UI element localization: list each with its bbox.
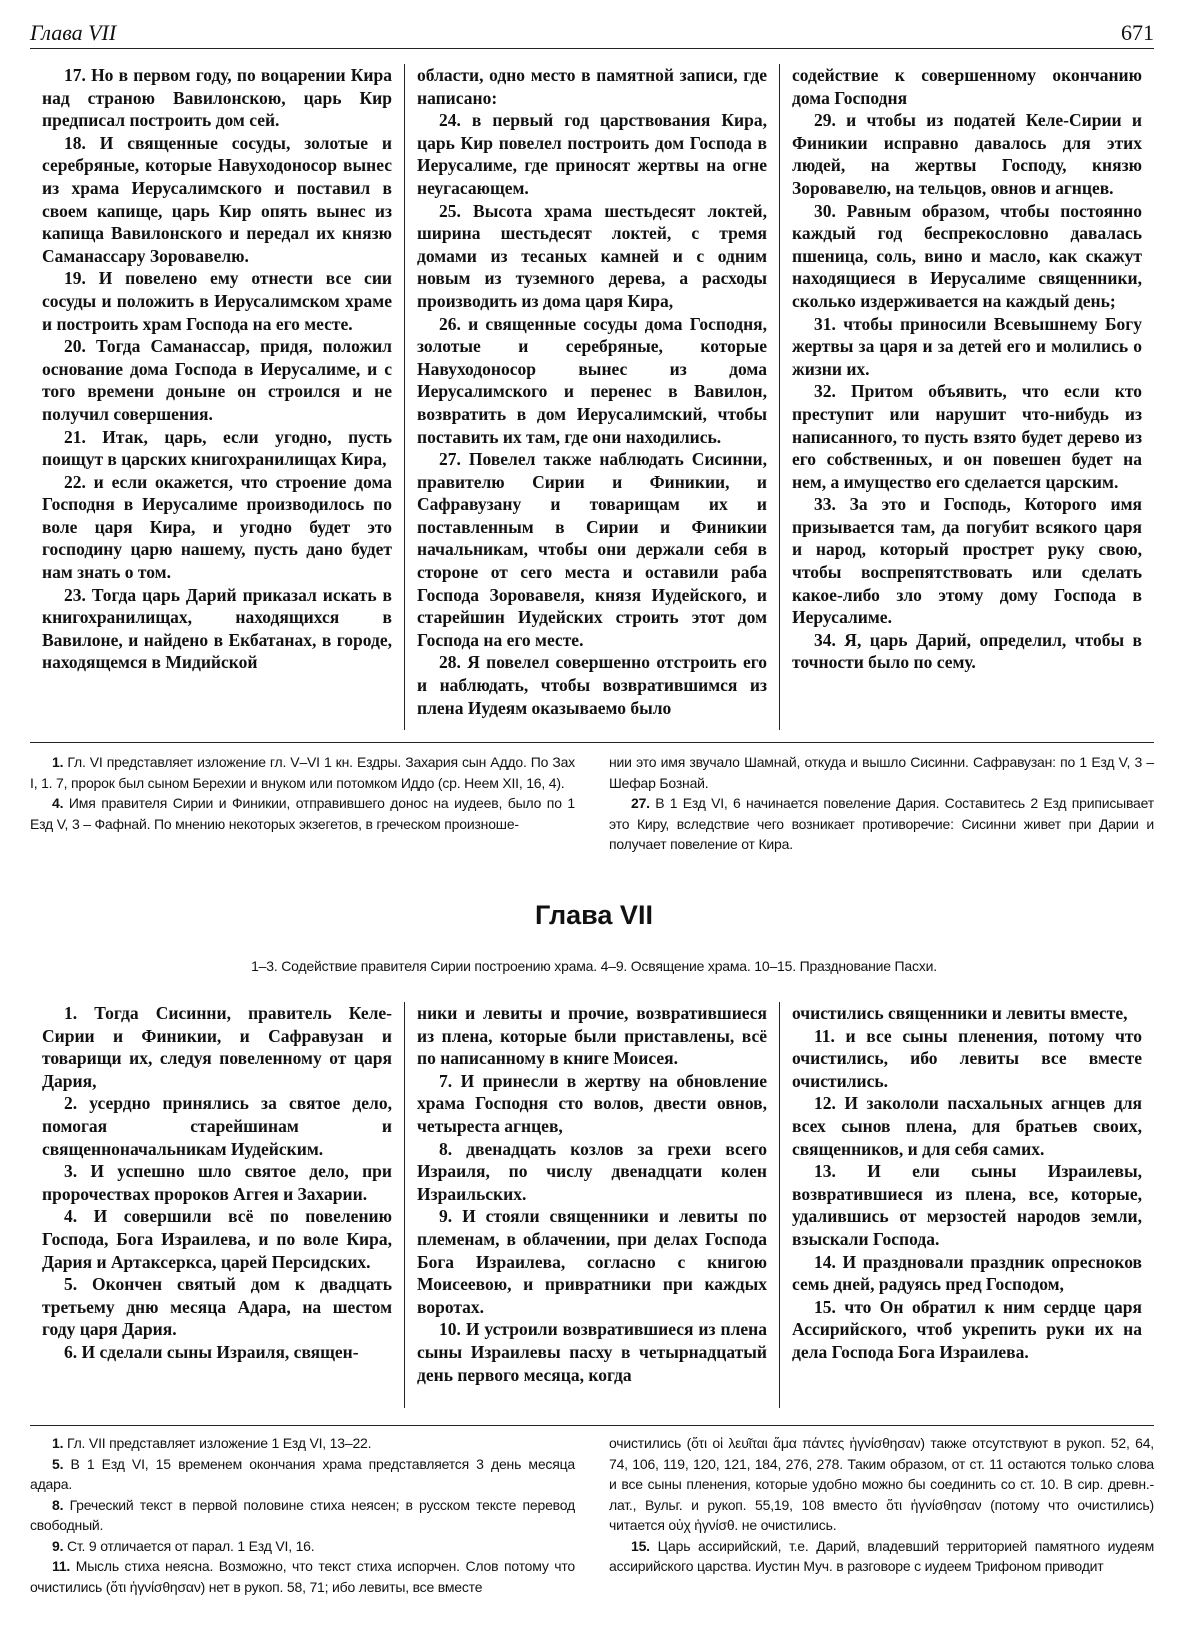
footnote-divider <box>30 742 1154 743</box>
verse: 25. Высота храма шестьдесят локтей, ширина шестьдесят локтей, с тремя домами из тесаных камней и с одним новым из туземного дерева, а расходы производить из дома царя Кира, <box>417 200 767 311</box>
footnote <box>30 1536 575 1557</box>
verse: 7. И принесли в жертву на обновление храма Господня сто волов, двести овнов, четыреста агнцев, <box>417 1070 767 1136</box>
footnote <box>30 1454 575 1495</box>
bottom-footnotes-left <box>30 1433 575 1623</box>
verse: 31. чтобы приносили Всевышнему Богу жертвы за царя и за детей его и молились о жизни их. <box>792 313 1142 379</box>
footnote <box>30 1495 575 1536</box>
bottom-column-2 <box>404 1002 779 1408</box>
footnote-number: 27. <box>631 795 650 811</box>
running-head <box>30 18 1154 49</box>
footnote <box>30 1433 575 1454</box>
verse: 11. и все сыны пленения, потому что очистились, ибо левиты все вместе очистились. <box>792 1025 1142 1091</box>
verse: 4. И совершили всё по повелению Господа, Бога Израилева, и по воле Кира, Дария и Артаксеркса, царей Персидских. <box>42 1206 392 1272</box>
verse: 34. Я, царь Дарий, определил, чтобы в точности было по сему. <box>792 629 1142 673</box>
running-head-chapter: Глава VII <box>30 20 117 45</box>
chapter-summary: 1–3. Содействие правителя Сирии построению храма. 4–9. Освящение храма. 10–15. Празднование Пасхи. <box>251 958 937 974</box>
verse: 17. Но в первом году, по воцарении Кира над страною Вавилонскою, царь Кир предписал построить дом сей. <box>42 65 392 131</box>
top-column-2 <box>404 64 779 730</box>
footnote-text: Царь ассирийский, т.е. Дарий, владевший территорией памятного иудеям ассирийского царства. Иустин Муч. в разговоре с иудеем Трифоном приводит <box>609 1537 1154 1574</box>
verse: 12. И закололи пасхальных агнцев для всех сынов плена, для братьев своих, священников, и для себя самих. <box>792 1093 1142 1159</box>
verse: 22. и если окажется, что строение дома Господня в Иерусалиме производилось по воле царя Кира, и угодно будет это господину царю нашему, пусть дано будет нам знать о том. <box>42 471 392 583</box>
verse-continuation: содействие к совершенному окончанию дома Господня <box>792 65 1142 108</box>
verse: 15. что Он обратил к ним сердце царя Ассирийского, чтоб укрепить руки их на дела Господа Бога Израилева. <box>792 1296 1142 1362</box>
verse: 20. Тогда Саманассар, придя, положил основание дома Господа в Иерусалиме, и с того времени доныне он строился и не получил совершения. <box>42 336 392 424</box>
footnote-text: Гл. VII представляет изложение 1 Езд VI, 13–22. <box>66 1435 372 1451</box>
verse: 27. Повелел также наблюдать Сисинни, правителю Сирии и Финикии, и Сафравузану и товарищам их и поставленным в Сирии и Финикии начальникам, чтобы они держали себя в стороне от сего места и оставили раба Господа Зоровавеля, князя Иудейского, и старейшин Иудейских строить этот дом Господа на его месте. <box>417 449 767 650</box>
verse: 30. Равным образом, чтобы постоянно каждый год беспрекословно давалась пшеница, соль, вино и масло, как скажут находящиеся в Иерусалиме священники, сколько издерживается на каждый день; <box>792 200 1142 311</box>
footnote <box>609 793 1154 855</box>
verse: 1. Тогда Сисинни, правитель Келе-Сирии и Финикии, и Сафравузан и товарищи их, следуя повеленному от царя Дария, <box>42 1003 392 1091</box>
bottom-column-1 <box>30 1002 404 1408</box>
footnote-number: 15. <box>631 1537 650 1554</box>
top-column-3 <box>779 64 1154 730</box>
page-number: 671 <box>1121 20 1154 45</box>
bottom-text-columns <box>30 1002 1154 1408</box>
footnote-number: 1. <box>52 1435 64 1451</box>
verse: 21. Итак, царь, если угодно, пусть поищут в царских книгохранилищах Кира, <box>42 426 392 470</box>
top-footnotes-right <box>609 752 1154 872</box>
footnote-text: Имя правителя Сирии и Финикии, отправившего донос на иудеев, было по 1 Езд V, 3 – Фафнай. По мнению некоторых экзегетов, в греческом произноше- <box>30 795 575 832</box>
verse: 24. в первый год царствования Кира, царь Кир повелел построить дом Господа в Иерусалиме, где приносят жертвы на огне неугасающем. <box>417 110 767 198</box>
footnote-text: В 1 Езд VI, 15 временем окончания храма представляется 3 день месяца адара. <box>30 1455 575 1492</box>
verse: 28. Я повелел совершенно отстроить его и наблюдать, чтобы возвратившимся из плена Иудеям оказываемо было <box>417 652 767 718</box>
verse: 2. усердно принялись за святое дело, помогая старейшинам и священноначальникам Иудейским. <box>42 1093 392 1159</box>
footnote-continuation <box>609 1433 1154 1536</box>
footnote-text: Греческий текст в первой половине стиха неясен; в русском тексте перевод свободный. <box>30 1496 575 1533</box>
verse: 14. И праздновали праздник опресноков семь дней, радуясь пред Господом, <box>792 1251 1142 1295</box>
footnote-number: 4. <box>52 795 64 811</box>
footnote-number: 1. <box>52 754 64 770</box>
footnote-text: Гл. VI представляет изложение гл. V–VI 1 кн. Ездры. Захария сын Аддо. По Зах I, 1. 7, пророк был сыном Берехии и внуком или потомком Иддо (ср. Неем XII, 16, 4). <box>30 754 575 791</box>
footnote-number: 8. <box>52 1496 64 1513</box>
footnote-number: 9. <box>52 1537 64 1554</box>
footnote-text: В 1 Езд VI, 6 начинается повеление Дария. Составитесь 2 Езд приписывает это Киру, вследствие чего возникает противоречие: Сисинни живет при Дарии и получает повеление от Кира. <box>609 795 1154 852</box>
footnote <box>30 1556 575 1597</box>
verse: 8. двенадцать козлов за грехи всего Израиля, по числу двенадцати колен Израильских. <box>417 1138 767 1204</box>
top-column-1 <box>30 64 404 730</box>
bottom-footnotes <box>30 1433 1154 1623</box>
chapter-heading: Глава VII <box>535 900 653 930</box>
verse: 33. За это и Господь, Которого имя призывается там, да погубит всякого царя и народ, который прострет руку свою, чтобы воспрепятствовать или сделать какое-либо зло этому дому Господа в Иерусалиме. <box>792 494 1142 628</box>
verse: 32. Притом объявить, что если кто преступит или нарушит что-нибудь из написанного, то пусть взято будет дерево из его собственных, и он повешен будет на нем, а имущество его сделается царским. <box>792 381 1142 492</box>
footnote-text: Ст. 9 отличается от парал. 1 Езд VI, 16. <box>66 1537 315 1554</box>
footnote-text: очистились (ὅτι οἱ λευῖται ἅμα πάντες ἡγνίσθησαν) также отсутствуют в рукоп. 52, 64, 74, 106, 119, 120, 121, 184, 276, 278. Таким образом, от ст. 11 остаются только слова и все сыны пленения, которые удобно можно бы соединить со ст. 10. В сир. древн.-лат., Вульг. и рукоп. 55,19, 108 вместо ὅτι ἡγνίσθησαν (потому что очистились) читается οὐχ ἡγνίσθ. не очистились. <box>609 1435 1154 1533</box>
verse: 29. и чтобы из податей Келе-Сирии и Финикии исправно давалось для этих людей, на жертвы Господу, князю Зоровавелю, на тельцов, овнов и агнцев. <box>792 110 1142 198</box>
verse-continuation: очистились священники и левиты вместе, <box>792 1003 1128 1023</box>
footnote-number: 5. <box>52 1455 64 1472</box>
verse-continuation: области, одно место в памятной записи, где написано: <box>417 65 767 108</box>
footnote-text: нии это имя звучало Шамнай, откуда и вышло Сисинни. Сафравузан: по 1 Езд V, 3 – Шефар Бознай. <box>609 754 1154 791</box>
footnote-number: 11. <box>52 1558 71 1574</box>
footnote <box>609 1536 1154 1577</box>
bottom-column-3 <box>779 1002 1154 1408</box>
verse: 23. Тогда царь Дарий приказал искать в книгохранилищах, находящихся в Вавилоне, и найдено в Екбатанах, в городе, находящемся в Мидийской <box>42 584 392 673</box>
top-text-columns <box>30 64 1154 730</box>
verse-continuation: ники и левиты и прочие, возвратившиеся из плена, которые были приставлены, всё по написанному в книге Моисея. <box>417 1003 767 1069</box>
verse: 3. И успешно шло святое дело, при пророчествах пророков Аггея и Захарии. <box>42 1161 392 1204</box>
footnote-divider <box>30 1425 1154 1426</box>
verse: 5. Окончен святый дом к двадцать третьему дню месяца Адара, на шестом году царя Дария. <box>42 1274 392 1340</box>
bottom-footnotes-right <box>609 1433 1154 1623</box>
footnote <box>30 793 575 834</box>
top-footnotes <box>30 752 1154 872</box>
footnote-text: Мысль стиха неясна. Возможно, что текст стиха испорчен. Слов потому что очистились (ὅτι ἡγνίσθησαν) нет в рукоп. 58, 71; ибо левиты, все вместе <box>30 1558 575 1595</box>
verse: 9. И стояли священники и левиты по племенам, в облачении, при делах Господа Бога Израилева, согласно с книгою Моисеевою, и привратники при каждых воротах. <box>417 1206 767 1317</box>
footnote-continuation <box>609 752 1154 793</box>
verse: 18. И священные сосуды, золотые и серебряные, которые Навуходоносор вынес из храма Иерусалимского и поставил в своем капище, царь Кир опять вынес из капища Вавилонского и передал их князю Саманассару Зоровавелю. <box>42 132 392 266</box>
verse: 6. И сделали сыны Израиля, священ- <box>64 1341 359 1362</box>
footnote <box>30 752 575 793</box>
verse: 19. И повелено ему отнести все сии сосуды и положить в Иерусалимском храме и построить храм Господа на его месте. <box>42 268 392 334</box>
verse: 10. И устроили возвратившиеся из плена сыны Израилевы пасху в четырнадцатый день первого месяца, когда <box>417 1319 767 1385</box>
verse: 26. и священные сосуды дома Господня, золотые и серебряные, которые Навуходоносор вынес из дома Иерусалимского и перенес в Вавилон, возвратить в дом Иерусалимский, чтобы поставить их там, где они находились. <box>417 313 767 447</box>
top-footnotes-left <box>30 752 575 872</box>
verse: 13. И ели сыны Израилевы, возвратившиеся из плена, все, которые, удалившись от мерзостей народов земли, взыскали Господа. <box>792 1161 1142 1249</box>
